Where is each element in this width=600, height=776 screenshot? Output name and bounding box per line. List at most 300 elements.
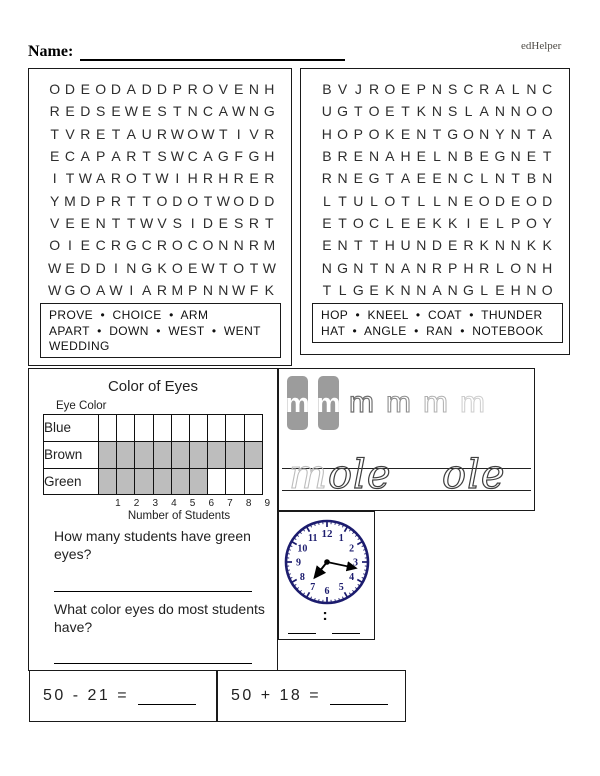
edhelper-logo: edHelper (521, 40, 562, 52)
ws-row (47, 256, 277, 278)
ws-letter: O (352, 214, 364, 231)
ws-letter: G (263, 103, 275, 120)
word-bank-line: APART • DOWN • WEST • WENT (49, 323, 261, 338)
chart-cell-shaded (135, 468, 153, 495)
chart-cell-shaded (244, 441, 262, 468)
ws-letter: T (111, 125, 121, 142)
name-label: Name: (28, 43, 74, 60)
ws-letter: E (526, 148, 537, 165)
m-block-solid (318, 376, 339, 430)
ws-letter: P (172, 81, 182, 98)
ws-letter: O (49, 81, 61, 98)
m-letter-trace[interactable]: m (423, 386, 448, 419)
ws-letter: R (156, 125, 168, 142)
ws-row (319, 100, 555, 122)
ws-letter: K (542, 237, 552, 254)
ws-letter: U (400, 237, 411, 254)
ws-letter: C (141, 237, 152, 254)
ws-letter: A (203, 148, 213, 165)
ws-letter: N (218, 237, 229, 254)
ws-letter: N (384, 259, 395, 276)
ws-row (47, 279, 277, 301)
ws-letter: D (110, 81, 122, 98)
ws-letter: P (416, 81, 426, 98)
ws-letter: H (264, 81, 275, 98)
ws-row (319, 145, 555, 167)
ws-letter: H (400, 148, 411, 165)
ws-letter: S (95, 103, 106, 120)
ws-letter: T (401, 103, 410, 120)
ws-letter: O (368, 125, 380, 142)
word-bank-line: PROVE • CHOICE • ARM (49, 308, 209, 322)
ws-row (319, 234, 555, 256)
ws-letter: I (236, 125, 241, 142)
ws-letter: L (480, 281, 489, 298)
ws-letter: O (171, 237, 183, 254)
word-search-left-grid[interactable] (47, 78, 277, 301)
ws-letter: S (233, 214, 244, 231)
ws-letter: N (202, 281, 214, 298)
analog-clock (281, 516, 373, 608)
chart-cell-shaded (171, 441, 189, 468)
ws-letter: S (448, 103, 458, 120)
ws-letter: O (510, 259, 522, 276)
ws-letter: D (248, 192, 260, 209)
ws-letter: E (322, 214, 332, 231)
m-letter-trace[interactable]: m (349, 386, 374, 419)
ws-letter: P (353, 125, 363, 142)
ws-letter: N (416, 259, 427, 276)
ws-letter: T (219, 259, 228, 276)
ws-letter: O (463, 125, 474, 142)
ws-letter: B (463, 148, 474, 165)
chart-cell-empty (226, 468, 244, 495)
ws-letter: A (432, 281, 442, 298)
ws-letter: F (249, 281, 259, 298)
ws-letter: E (141, 103, 152, 120)
ws-letter: N (447, 170, 458, 187)
ws-letter: E (416, 214, 426, 231)
ws-letter: V (157, 214, 167, 231)
ws-letter: H (542, 259, 553, 276)
ws-letter: T (338, 192, 347, 209)
chart-tick: 4 (171, 498, 177, 509)
ws-letter: N (494, 170, 505, 187)
word-bank-line: HOP • KNEEL • COAT • THUNDER (321, 308, 543, 322)
trace-letters: le (467, 452, 506, 499)
ws-row (319, 189, 555, 211)
time-colon: : (322, 607, 328, 624)
chart-row (44, 415, 263, 442)
ws-letter: L (496, 259, 504, 276)
ws-letter: R (479, 259, 490, 276)
answer-line-1[interactable] (54, 591, 252, 592)
chart-cell-empty (208, 415, 226, 442)
ws-letter: I (114, 259, 118, 276)
svg-text:7: 7 (310, 582, 316, 594)
ws-row (47, 100, 277, 122)
ws-letter: E (416, 170, 426, 187)
ws-letter: E (65, 214, 75, 231)
ws-letter: O (541, 281, 553, 298)
chart-cell-shaded (153, 468, 171, 495)
word-bank-line: WEDDING (49, 339, 110, 353)
ws-letter: O (368, 103, 380, 120)
time-minute-blank[interactable] (332, 633, 360, 634)
ws-letter: T (173, 103, 182, 120)
ws-letter: N (526, 259, 537, 276)
chart-tick: 5 (189, 498, 196, 509)
letter-m-practice-row (287, 376, 497, 430)
chart-category-label: Green (44, 468, 99, 495)
svg-text:11: 11 (308, 532, 318, 544)
ws-row (47, 167, 277, 189)
chart-ylabel: Eye Color (56, 400, 107, 412)
chart-cell-empty (153, 415, 171, 442)
ws-letter: A (95, 170, 106, 187)
ws-letter: T (369, 237, 379, 254)
chart-row (44, 441, 263, 468)
ws-letter: E (322, 237, 332, 254)
ws-letter: D (542, 192, 553, 209)
ws-letter: O (49, 237, 61, 254)
ws-letter: Y (495, 125, 505, 142)
ws-letter: U (141, 125, 152, 142)
ws-letter: L (480, 170, 489, 187)
ws-letter: G (352, 281, 364, 298)
math-problem-addition (217, 670, 406, 722)
ws-letter: T (142, 192, 151, 209)
chart-tick: 2 (133, 498, 140, 509)
svg-text:1: 1 (338, 532, 344, 544)
ws-letter: L (370, 192, 378, 209)
ws-letter: R (321, 170, 332, 187)
ws-letter: T (142, 170, 151, 187)
ws-letter: G (447, 125, 459, 142)
ws-letter: D (172, 192, 183, 209)
chart-cell-empty (226, 415, 244, 442)
name-write-line[interactable] (80, 59, 345, 61)
ws-letter: W (48, 259, 62, 276)
ws-letter: A (95, 281, 106, 298)
ws-letter: W (232, 281, 246, 298)
chart-cell-shaded (189, 468, 207, 495)
ws-letter: W (170, 125, 184, 142)
ws-letter: W (262, 259, 276, 276)
ws-row (47, 78, 277, 100)
m-letter-trace[interactable]: m (386, 386, 411, 419)
ws-letter: A (218, 103, 228, 120)
ws-letter: T (127, 214, 136, 231)
chart-cell-empty (171, 415, 189, 442)
ws-letter: O (202, 237, 214, 254)
ws-letter: L (511, 81, 520, 98)
ws-letter: A (385, 148, 395, 165)
word-search-right-panel (300, 68, 570, 355)
ws-letter: G (368, 170, 380, 187)
ws-letter: C (463, 81, 474, 98)
ws-letter: H (384, 237, 395, 254)
ws-letter: I (129, 281, 134, 298)
ws-letter: T (203, 192, 213, 209)
ws-letter: O (384, 81, 396, 98)
ws-letter: O (478, 192, 490, 209)
chart-cell-shaded (99, 468, 117, 495)
chart-xlabel: Number of Students (127, 510, 231, 522)
clock-center-dot (324, 559, 330, 565)
svg-text:8: 8 (299, 571, 305, 583)
math-answer-blank-1[interactable] (138, 688, 196, 705)
ws-letter: A (400, 170, 411, 187)
ws-letter: R (368, 81, 380, 98)
ws-letter: T (142, 148, 151, 165)
ws-letter: R (264, 170, 275, 187)
ws-letter: R (248, 214, 260, 231)
ws-letter: H (463, 259, 474, 276)
ws-letter: N (218, 281, 229, 298)
ws-letter: N (187, 103, 198, 120)
math-expression-2: 50 + 18 = (231, 687, 322, 704)
ws-letter: I (466, 214, 471, 231)
ws-letter: N (233, 237, 244, 254)
chart-cell-shaded (208, 441, 226, 468)
ws-letter: N (337, 170, 348, 187)
svg-text:2: 2 (349, 543, 355, 555)
ws-letter: R (264, 125, 275, 142)
ws-letter: O (125, 170, 137, 187)
ws-letter: N (353, 259, 364, 276)
ws-letter: N (542, 170, 553, 187)
svg-text:5: 5 (338, 582, 344, 594)
ws-letter: C (368, 214, 380, 231)
ws-letter: N (368, 148, 380, 165)
ws-letter: N (526, 281, 537, 298)
ws-letter: A (479, 103, 489, 120)
ws-letter: E (385, 103, 395, 120)
ws-letter: R (187, 81, 198, 98)
chart-cell-shaded (99, 441, 117, 468)
ws-letter: N (494, 103, 505, 120)
ws-letter: S (157, 148, 167, 165)
ws-row (319, 279, 555, 301)
ws-letter: N (447, 281, 458, 298)
word-bank-line: HAT • ANGLE • RAN • NOTEBOOK (321, 323, 544, 338)
ws-letter: D (431, 237, 443, 254)
ws-letter: K (385, 125, 395, 142)
ws-letter: I (68, 237, 72, 254)
chart-cell-empty (244, 468, 262, 495)
ws-letter: E (400, 81, 411, 98)
question-most-eyes: What color eyes do most students have? (54, 601, 265, 636)
m-letter-solid: m (316, 387, 341, 418)
ws-letter: N (321, 259, 332, 276)
ws-letter: R (49, 103, 60, 120)
ws-letter: N (416, 125, 427, 142)
chart-x-ticks (99, 498, 271, 509)
word-search-right-grid[interactable] (319, 78, 555, 301)
ws-letter: E (400, 125, 411, 142)
ws-letter: E (187, 259, 198, 276)
ws-row (319, 78, 555, 100)
ws-letter: N (400, 281, 411, 298)
ws-letter: H (187, 170, 198, 187)
ws-letter: E (65, 259, 75, 276)
ws-letter: T (354, 237, 363, 254)
ws-letter: W (140, 214, 154, 231)
ws-letter: M (171, 281, 184, 298)
ws-row (47, 234, 277, 256)
trace-word-ole[interactable] (442, 446, 506, 499)
ws-letter: G (463, 281, 474, 298)
ws-letter: N (510, 148, 521, 165)
svg-text:10: 10 (297, 543, 308, 555)
ws-letter: C (463, 170, 474, 187)
ws-letter: O (202, 81, 214, 98)
ws-row (47, 212, 277, 234)
ws-letter: N (337, 237, 348, 254)
ws-letter: B (322, 81, 332, 98)
math-problem-subtraction (29, 670, 217, 722)
ws-letter: M (64, 192, 76, 209)
svg-text:3: 3 (353, 557, 358, 569)
ws-letter: K (416, 103, 426, 120)
ws-letter: W (109, 281, 123, 298)
ws-letter: T (127, 192, 136, 209)
ws-letter: N (510, 237, 521, 254)
ws-letter: M (263, 237, 276, 254)
ws-letter: N (494, 237, 505, 254)
svg-text:9: 9 (296, 557, 301, 569)
math-expression-1: 50 - 21 = (43, 687, 130, 704)
chart-tick: 7 (227, 498, 233, 509)
ws-letter: T (338, 214, 347, 231)
ws-letter: N (248, 103, 260, 120)
ws-letter: L (464, 103, 473, 120)
ws-letter: K (432, 214, 442, 231)
ws-letter: W (48, 281, 62, 298)
word-search-left-panel (28, 68, 292, 366)
ws-letter: C (187, 237, 198, 254)
ws-letter: D (156, 81, 168, 98)
ws-letter: E (249, 170, 259, 187)
math-answer-blank-2[interactable] (330, 688, 388, 705)
ws-letter: L (433, 192, 441, 209)
m-letter-trace[interactable]: m (460, 386, 485, 419)
ws-letter: B (526, 170, 537, 187)
ws-letter: E (233, 81, 244, 98)
ws-letter: K (385, 281, 395, 298)
ws-letter: W (170, 148, 184, 165)
ws-row (47, 189, 277, 211)
ws-letter: C (202, 103, 214, 120)
ws-letter: N (248, 81, 260, 98)
ws-letter: Y (542, 214, 552, 231)
trace-word-mole[interactable] (289, 446, 392, 499)
ws-letter: N (416, 237, 427, 254)
ws-letter: E (369, 281, 379, 298)
ws-letter: O (156, 192, 168, 209)
ws-letter: W (155, 170, 169, 187)
chart-cell-shaded (135, 441, 153, 468)
ws-letter: U (353, 192, 364, 209)
ws-letter: O (171, 259, 183, 276)
ws-letter: O (233, 192, 245, 209)
ws-letter: G (248, 148, 260, 165)
ws-letter: W (201, 125, 215, 142)
trace-letters: ole (327, 452, 392, 499)
chart-grid (43, 414, 263, 495)
ws-letter: T (219, 125, 228, 142)
ws-letter: E (353, 148, 363, 165)
ws-letter: P (187, 281, 198, 298)
ws-letter: A (126, 125, 136, 142)
ws-letter: G (217, 148, 229, 165)
ws-letter: G (64, 281, 76, 298)
ws-letter: V (49, 214, 60, 231)
ws-letter: R (156, 237, 168, 254)
ws-letter: L (322, 192, 331, 209)
ws-letter: E (463, 192, 474, 209)
ws-letter: T (401, 192, 410, 209)
ws-letter: F (234, 148, 243, 165)
ws-letter: O (233, 259, 245, 276)
ws-letter: E (479, 214, 489, 231)
answer-line-2[interactable] (54, 663, 252, 664)
ws-letter: C (95, 237, 106, 254)
chart-cell-empty (189, 415, 207, 442)
ws-letter: G (337, 259, 349, 276)
ws-letter: T (542, 148, 552, 165)
ws-letter: O (187, 192, 199, 209)
ws-letter: E (80, 214, 90, 231)
ws-letter: C (64, 148, 76, 165)
time-hour-blank[interactable] (288, 633, 316, 634)
ws-letter: T (50, 125, 59, 142)
ws-letter: T (369, 259, 379, 276)
ws-letter: L (338, 281, 347, 298)
ws-letter: T (354, 103, 363, 120)
chart-cell-shaded (117, 468, 135, 495)
ws-letter: V (249, 125, 259, 142)
svg-text:6: 6 (324, 586, 330, 597)
ws-letter: K (526, 237, 537, 254)
ws-letter: N (479, 125, 490, 142)
ws-letter: I (52, 170, 57, 187)
handwriting-panel (278, 368, 535, 511)
ws-letter: E (479, 148, 489, 165)
chart-tick: 8 (245, 498, 252, 509)
ws-letter: V (337, 81, 348, 98)
ws-letter: W (216, 192, 230, 209)
ws-letter: H (264, 148, 275, 165)
ws-letter: P (95, 148, 106, 165)
ws-letter: W (78, 170, 92, 187)
chart-cell-empty (135, 415, 153, 442)
eye-color-graph-panel (28, 368, 278, 671)
chart-tick: 6 (208, 498, 215, 509)
ws-letter: N (526, 81, 537, 98)
ws-letter: R (156, 281, 168, 298)
ws-letter: C (187, 148, 198, 165)
ws-letter: R (479, 81, 490, 98)
ws-letter: E (111, 103, 121, 120)
svg-text:4: 4 (349, 571, 355, 583)
ws-letter: R (248, 237, 260, 254)
ws-letter: N (510, 125, 521, 142)
chart-row (44, 468, 263, 495)
ws-letter: T (511, 170, 520, 187)
chart-cell-empty (208, 468, 226, 495)
